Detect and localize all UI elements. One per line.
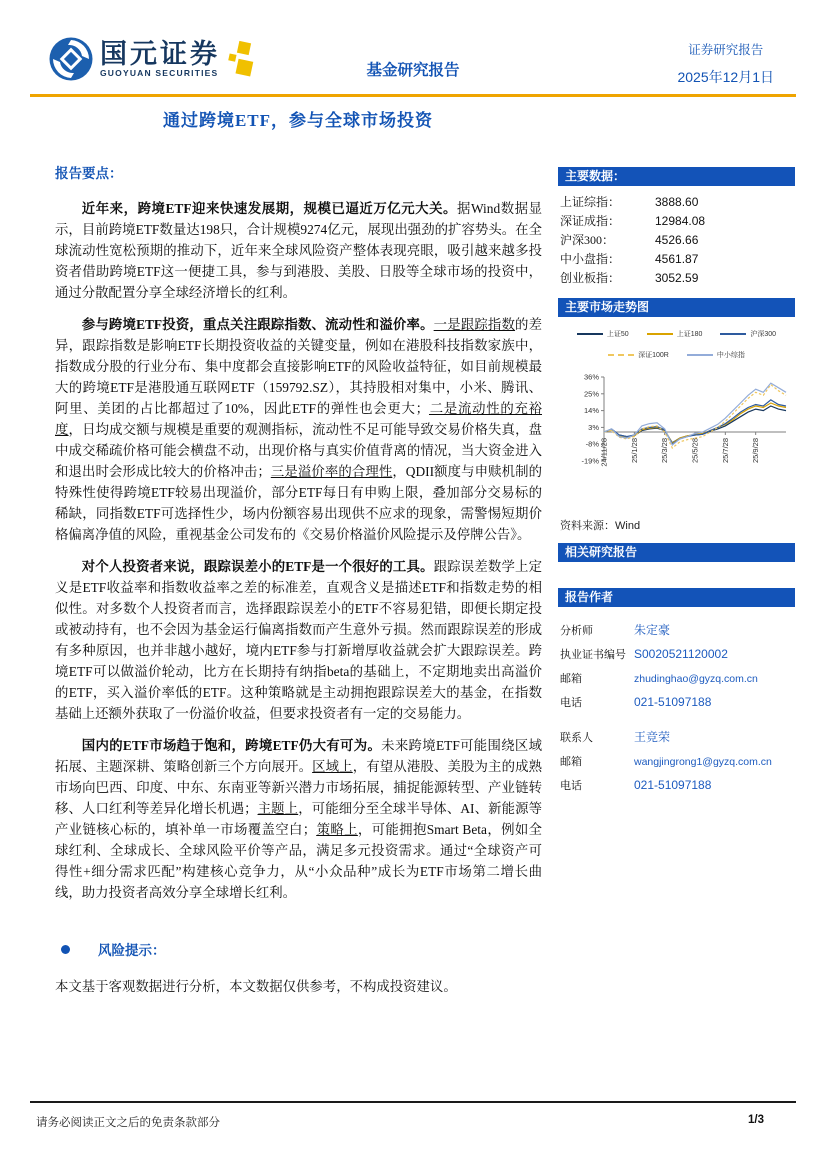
key-data-row xyxy=(560,196,795,209)
svg-text:-19%: -19% xyxy=(581,456,599,466)
index-name: 创业板指： xyxy=(560,271,621,285)
paragraph-lead-bold: 近年来，跨境ETF迎来快速发展期，规模已逼近万亿元大关。 xyxy=(81,201,457,216)
risk-heading-row xyxy=(55,939,542,959)
paragraph-lead-bold: 国内的ETF市场趋于饱和，跨境ETF仍大有可为。 xyxy=(81,738,382,753)
underlined-phrase: 策略上 xyxy=(316,822,358,837)
summary-heading: 报告要点： xyxy=(55,166,123,181)
footer-divider xyxy=(30,1101,796,1103)
bullet-icon xyxy=(61,945,70,954)
logo-english-name: GUOYUAN SECURITIES xyxy=(100,68,219,78)
legend-item xyxy=(608,350,669,360)
author-row xyxy=(560,621,795,638)
underlined-phrase: 区域上 xyxy=(312,759,353,774)
paragraph xyxy=(55,314,542,545)
author-rows xyxy=(558,607,795,793)
paragraph xyxy=(55,198,542,303)
legend-label: 中小综指 xyxy=(716,352,745,359)
footer-disclaimer: 请务必阅读正文之后的免责条款部分 xyxy=(36,1117,220,1129)
legend-line-swatch xyxy=(647,333,673,335)
report-date: 2025年12月1日 xyxy=(677,69,774,85)
underlined-phrase: 三是溢价率的合理性 xyxy=(270,464,393,479)
legend-line-swatch xyxy=(687,354,713,356)
paragraph-text: ，有望从港股、美股为主的成熟市场向巴西、印度、中东、东南亚等新兴潜力市场拓展，捕捉能源转型、产业链转移、人口红利等差异化增长机遇； xyxy=(55,759,543,816)
paragraph-text: ，可能拥抱Smart Beta，例如全球红利、全球成长、全球风险平价等产品，满足多元投资需求。通过“全球资产可得性+细分需求匹配”构建核心竞争力，从“小众品种”成长为ETF市场第二增长曲线，助力投资者高效分享全球增长红利。 xyxy=(55,822,543,900)
author-field-value: 021-51097188 xyxy=(634,695,712,709)
author-field-label: 联系人 xyxy=(560,732,593,744)
header-divider xyxy=(30,94,796,97)
risk-heading: 风险提示： xyxy=(98,943,166,958)
index-value: 3888.60 xyxy=(655,195,699,209)
logo-chinese-name: 国元证券 xyxy=(100,39,220,69)
svg-text:14%: 14% xyxy=(583,406,599,416)
author-row xyxy=(560,728,795,745)
chart-source xyxy=(560,517,795,533)
source-value: Wind xyxy=(615,520,641,532)
author-field-label: 分析师 xyxy=(560,625,593,637)
paragraph xyxy=(55,556,542,724)
paragraph-lead-bold: 参与跨境ETF投资，重点关注跟踪指数、流动性和溢价率。 xyxy=(81,317,434,332)
index-name: 中小盘指： xyxy=(560,252,621,266)
legend-label: 深证100R xyxy=(638,352,669,359)
index-value: 12984.08 xyxy=(655,214,706,228)
key-data-rows xyxy=(558,186,795,285)
legend-line-swatch xyxy=(608,354,634,356)
author-field-value: 朱定豪 xyxy=(634,623,671,637)
svg-text:24/11/28: 24/11/28 xyxy=(599,437,609,467)
market-chart-section xyxy=(558,298,795,533)
legend-label: 沪深300 xyxy=(750,331,777,338)
author-field-value: 王竞荣 xyxy=(634,730,671,744)
paragraph-text: 据Wind数据显示，目前跨境ETF数量达198只，合计规模9274亿元，展现出强劲的扩容势头。在全球流动性宽松预期的推动下，近年来全球风险资产整体表现亮眼，吸引越来越多投资者借助跨境ETF这一便捷工具，参与到港股、美股、日股等全球市场的投资中，通过分散配置分享全球经济增长的红利。 xyxy=(55,201,542,300)
legend-row xyxy=(558,350,795,360)
authors-header: 报告作者 xyxy=(558,588,795,607)
svg-text:25/1/28: 25/1/28 xyxy=(629,437,639,464)
author-field-label: 邮箱 xyxy=(560,673,582,685)
key-data-row xyxy=(560,215,795,228)
svg-text:36%: 36% xyxy=(583,372,599,382)
chart-legend xyxy=(558,329,795,360)
key-data-row xyxy=(560,272,795,285)
market-chart-header: 主要市场走势图 xyxy=(558,298,795,317)
index-value: 4526.66 xyxy=(655,233,699,247)
svg-text:25/5/28: 25/5/28 xyxy=(690,437,700,464)
author-field-label: 电话 xyxy=(560,780,582,792)
author-field-value: zhudinghao@gyzq.com.cn xyxy=(634,673,758,685)
svg-text:25/7/28: 25/7/28 xyxy=(720,437,730,464)
legend-item xyxy=(720,329,776,339)
svg-text:3%: 3% xyxy=(588,422,599,432)
report-category: 证券研究报告 xyxy=(688,43,764,57)
svg-text:25/3/28: 25/3/28 xyxy=(660,437,670,464)
page-title: 通过跨境ETF，参与全球市场投资 xyxy=(162,111,434,130)
legend-item xyxy=(647,329,703,339)
author-field-value: 021-51097188 xyxy=(634,778,712,792)
underlined-phrase: 主题上 xyxy=(257,801,299,816)
legend-item xyxy=(687,350,745,360)
paragraph-text: 跟踪误差数学上定义是ETF收益率和指数收益率之差的标准差，直观含义是描述ETF和指数走势的相似性。对多数个人投资者而言，选择跟踪误差小的ETF不容易犯错，即便长期定投或被动持有，也不会因为基金运行偏离指数而产生意外亏损。然而跟踪误差的形成有多种原因，也并非越小越好，境内ETF参与打新增厚收益就会扩大跟踪误差。跨境ETF可以做溢价轮动，比方在长期持有纳指beta的基础上，不定期地卖出高溢价的ETF，买入溢价率低的ETF。这种策略就是主动拥抱跟踪误差大的基金，在指数基础上还额外获取了一份溢价收益，但要求投资者有一定的交易能力。 xyxy=(55,559,543,721)
paragraph-text: ，可能细分至全球半导体、AI、新能源等产业链核心标的，填补单一市场覆盖空白； xyxy=(55,801,543,837)
risk-text: 本文基于客观数据进行分析，本文数据仅供参考，不构成投资建议。 xyxy=(55,979,457,994)
underlined-phrase: 一是跟踪指数 xyxy=(433,317,516,332)
index-name: 沪深300： xyxy=(560,233,615,247)
paragraph xyxy=(55,735,542,903)
author-row xyxy=(560,670,795,686)
index-name: 上证综指： xyxy=(560,195,621,209)
svg-text:25%: 25% xyxy=(583,389,599,399)
chart-series-line xyxy=(604,403,786,443)
author-field-value: wangjingrong1@gyzq.com.cn xyxy=(634,756,772,768)
legend-line-swatch xyxy=(577,333,603,335)
legend-label: 上证180 xyxy=(676,331,703,338)
sidebar xyxy=(558,167,795,793)
author-row xyxy=(560,753,795,769)
header-right-block xyxy=(677,40,774,87)
key-data-row xyxy=(560,234,795,247)
paragraph-text: ，QDII额度与申赎机制的特殊性使得跨境ETF较易出现溢价，部分ETF每日有申购上限，叠加部分交易标的稀缺，同指数ETF可选择性少，场内份额容易出现供不应求的现象，需警惕短期价格偏离净值的风险，重视基金公司发布的《交易价格溢价风险提示及停牌公告》。 xyxy=(55,464,543,542)
author-row xyxy=(560,646,795,662)
related-reports-empty xyxy=(558,562,795,588)
index-value: 4561.87 xyxy=(655,252,699,266)
paragraph-text: ，日均成交额与规模是重要的观测指标，流动性不足可能导致交易价格失真，盘中成交稀疏价格可能会横盘不动，出现价格与真实价值背离的情况，当大资金进入和退出时会形成比较大的价格冲击； xyxy=(55,422,543,479)
risk-section xyxy=(55,939,542,997)
index-value: 3052.59 xyxy=(655,271,699,285)
summary-paragraphs xyxy=(55,198,542,903)
author-field-label: 邮箱 xyxy=(560,756,582,768)
author-field-label: 执业证书编号 xyxy=(560,649,626,661)
author-field-value: S0020521120002 xyxy=(634,647,728,661)
index-name: 深证成指： xyxy=(560,214,621,228)
page-number: 1/3 xyxy=(748,1114,764,1126)
legend-row xyxy=(558,329,795,339)
author-row xyxy=(560,694,795,710)
report-type-heading: 基金研究报告 xyxy=(366,62,460,79)
related-reports-header: 相关研究报告 xyxy=(558,543,795,562)
key-data-header: 主要数据： xyxy=(558,167,795,186)
underlined-phrase: 二是流动性的充裕度 xyxy=(55,401,542,437)
paragraph-lead-bold: 对个人投资者来说，跟踪误差小的ETF是一个很好的工具。 xyxy=(81,559,434,574)
source-label: 资料来源： xyxy=(560,520,615,532)
paragraph-text: 未来跨境ETF可能围绕区域拓展、主题深耕、策略创新三个方向展开。 xyxy=(55,738,542,774)
legend-item xyxy=(577,329,629,339)
market-trend-chart xyxy=(558,371,795,511)
report-body xyxy=(55,162,542,997)
svg-text:25/9/28: 25/9/28 xyxy=(751,437,761,464)
legend-line-swatch xyxy=(720,333,746,335)
key-data-row xyxy=(560,253,795,266)
author-row xyxy=(560,777,795,793)
author-field-label: 电话 xyxy=(560,697,582,709)
paragraph-text: 的差异，跟踪指数是影响ETF长期投资收益的关键变量，例如在港股科技指数家族中，指数成分股的行业分布、集中度都会直接影响ETF的风险收益特征，如目前规模最大的跨境ETF是港股通互联网ETF（159792.SZ），其持股相对集中，小米、腾讯、阿里、美团的占比都超过了10%，因此ETF的弹性也会更大； xyxy=(55,317,543,416)
legend-label: 上证50 xyxy=(606,331,629,338)
chart-series-line xyxy=(604,383,786,445)
chart-series-line xyxy=(604,406,786,443)
svg-text:-8%: -8% xyxy=(585,439,599,449)
